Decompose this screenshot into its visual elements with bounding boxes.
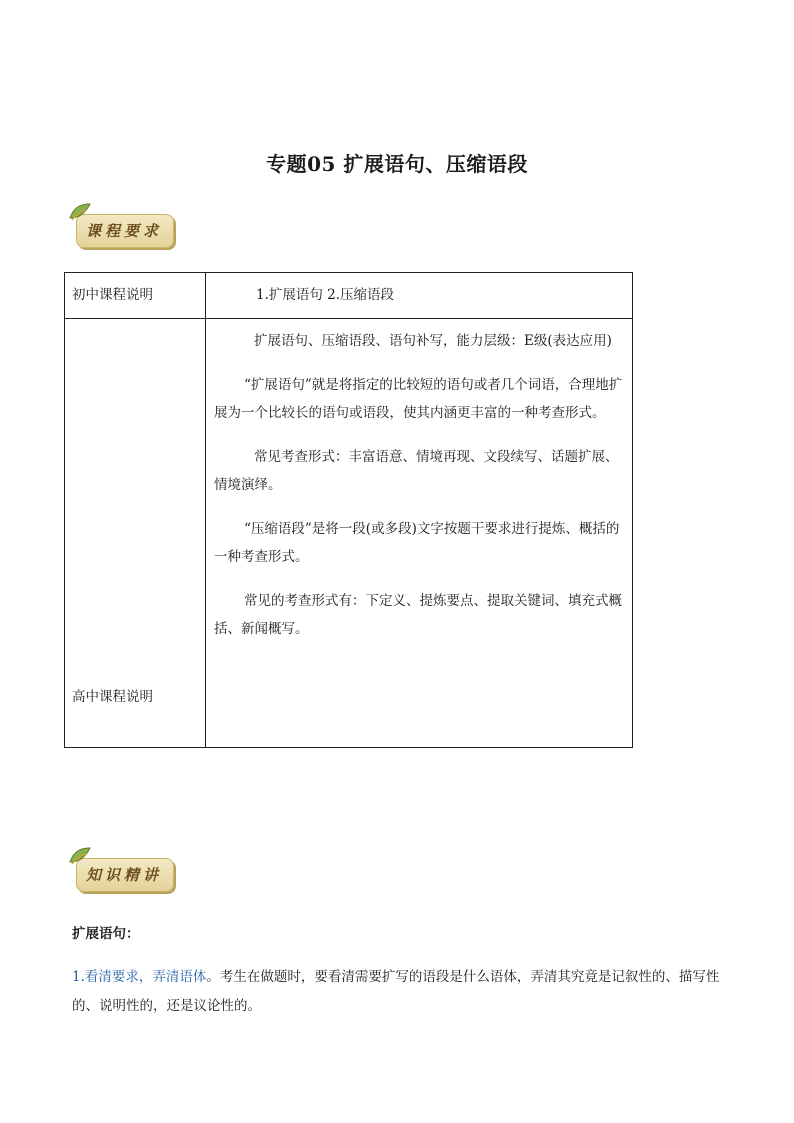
item-body: 。考生在做题时，要看清需要扩写的语段是什么语体，弄清其究竟是记叙性的、描写性的、说明性的，还是议论性的。 [72,969,720,1014]
senior-paragraph: 扩展语句、压缩语段、语句补写，能力层级：E级(表达应用) [254,333,612,349]
leaf-icon [68,202,92,222]
item-number: 1. [72,969,85,985]
senior-paragraph: 常见考查形式：丰富语意、情境再现、文段续写、话题扩展、情境演绎。 [214,449,619,493]
course-requirements-badge [72,210,176,250]
senior-paragraph: “压缩语段”是将一段(或多段)文字按题干要求进行提炼、概括的一种考查形式。 [214,521,620,565]
table-cell-label [65,273,206,319]
table-cell-content [206,319,633,748]
badge-text: 课程要求 [86,222,163,240]
junior-course-content: 1.扩展语句 2.压缩语段 [256,287,395,303]
senior-paragraph: “扩展语句”就是将指定的比较短的语句或者几个词语，合理地扩展为一个比较长的语句或语段，使其内涵更丰富的一种考查形式。 [214,377,623,421]
leaf-icon [68,846,92,866]
senior-paragraph: 常见的考查形式有：下定义、提炼要点、提取关键词、填充式概括、新闻概写。 [214,593,622,637]
table-cell-label [65,319,206,748]
senior-course-label: 高中课程说明 [72,689,153,705]
knowledge-explanation-badge [72,854,176,894]
badge-text: 知识精讲 [86,866,163,884]
table-row [65,273,633,319]
item-highlight: 看清要求，弄清语体 [84,969,207,985]
page-title: 专题05 扩展语句、压缩语段 [266,152,528,176]
table-cell-content [206,273,633,319]
table-row [65,319,633,748]
section-item-1 [72,963,722,1021]
course-requirements-table [64,272,633,748]
junior-course-label: 初中课程说明 [72,287,153,303]
section-heading: 扩展语句： [72,926,140,942]
